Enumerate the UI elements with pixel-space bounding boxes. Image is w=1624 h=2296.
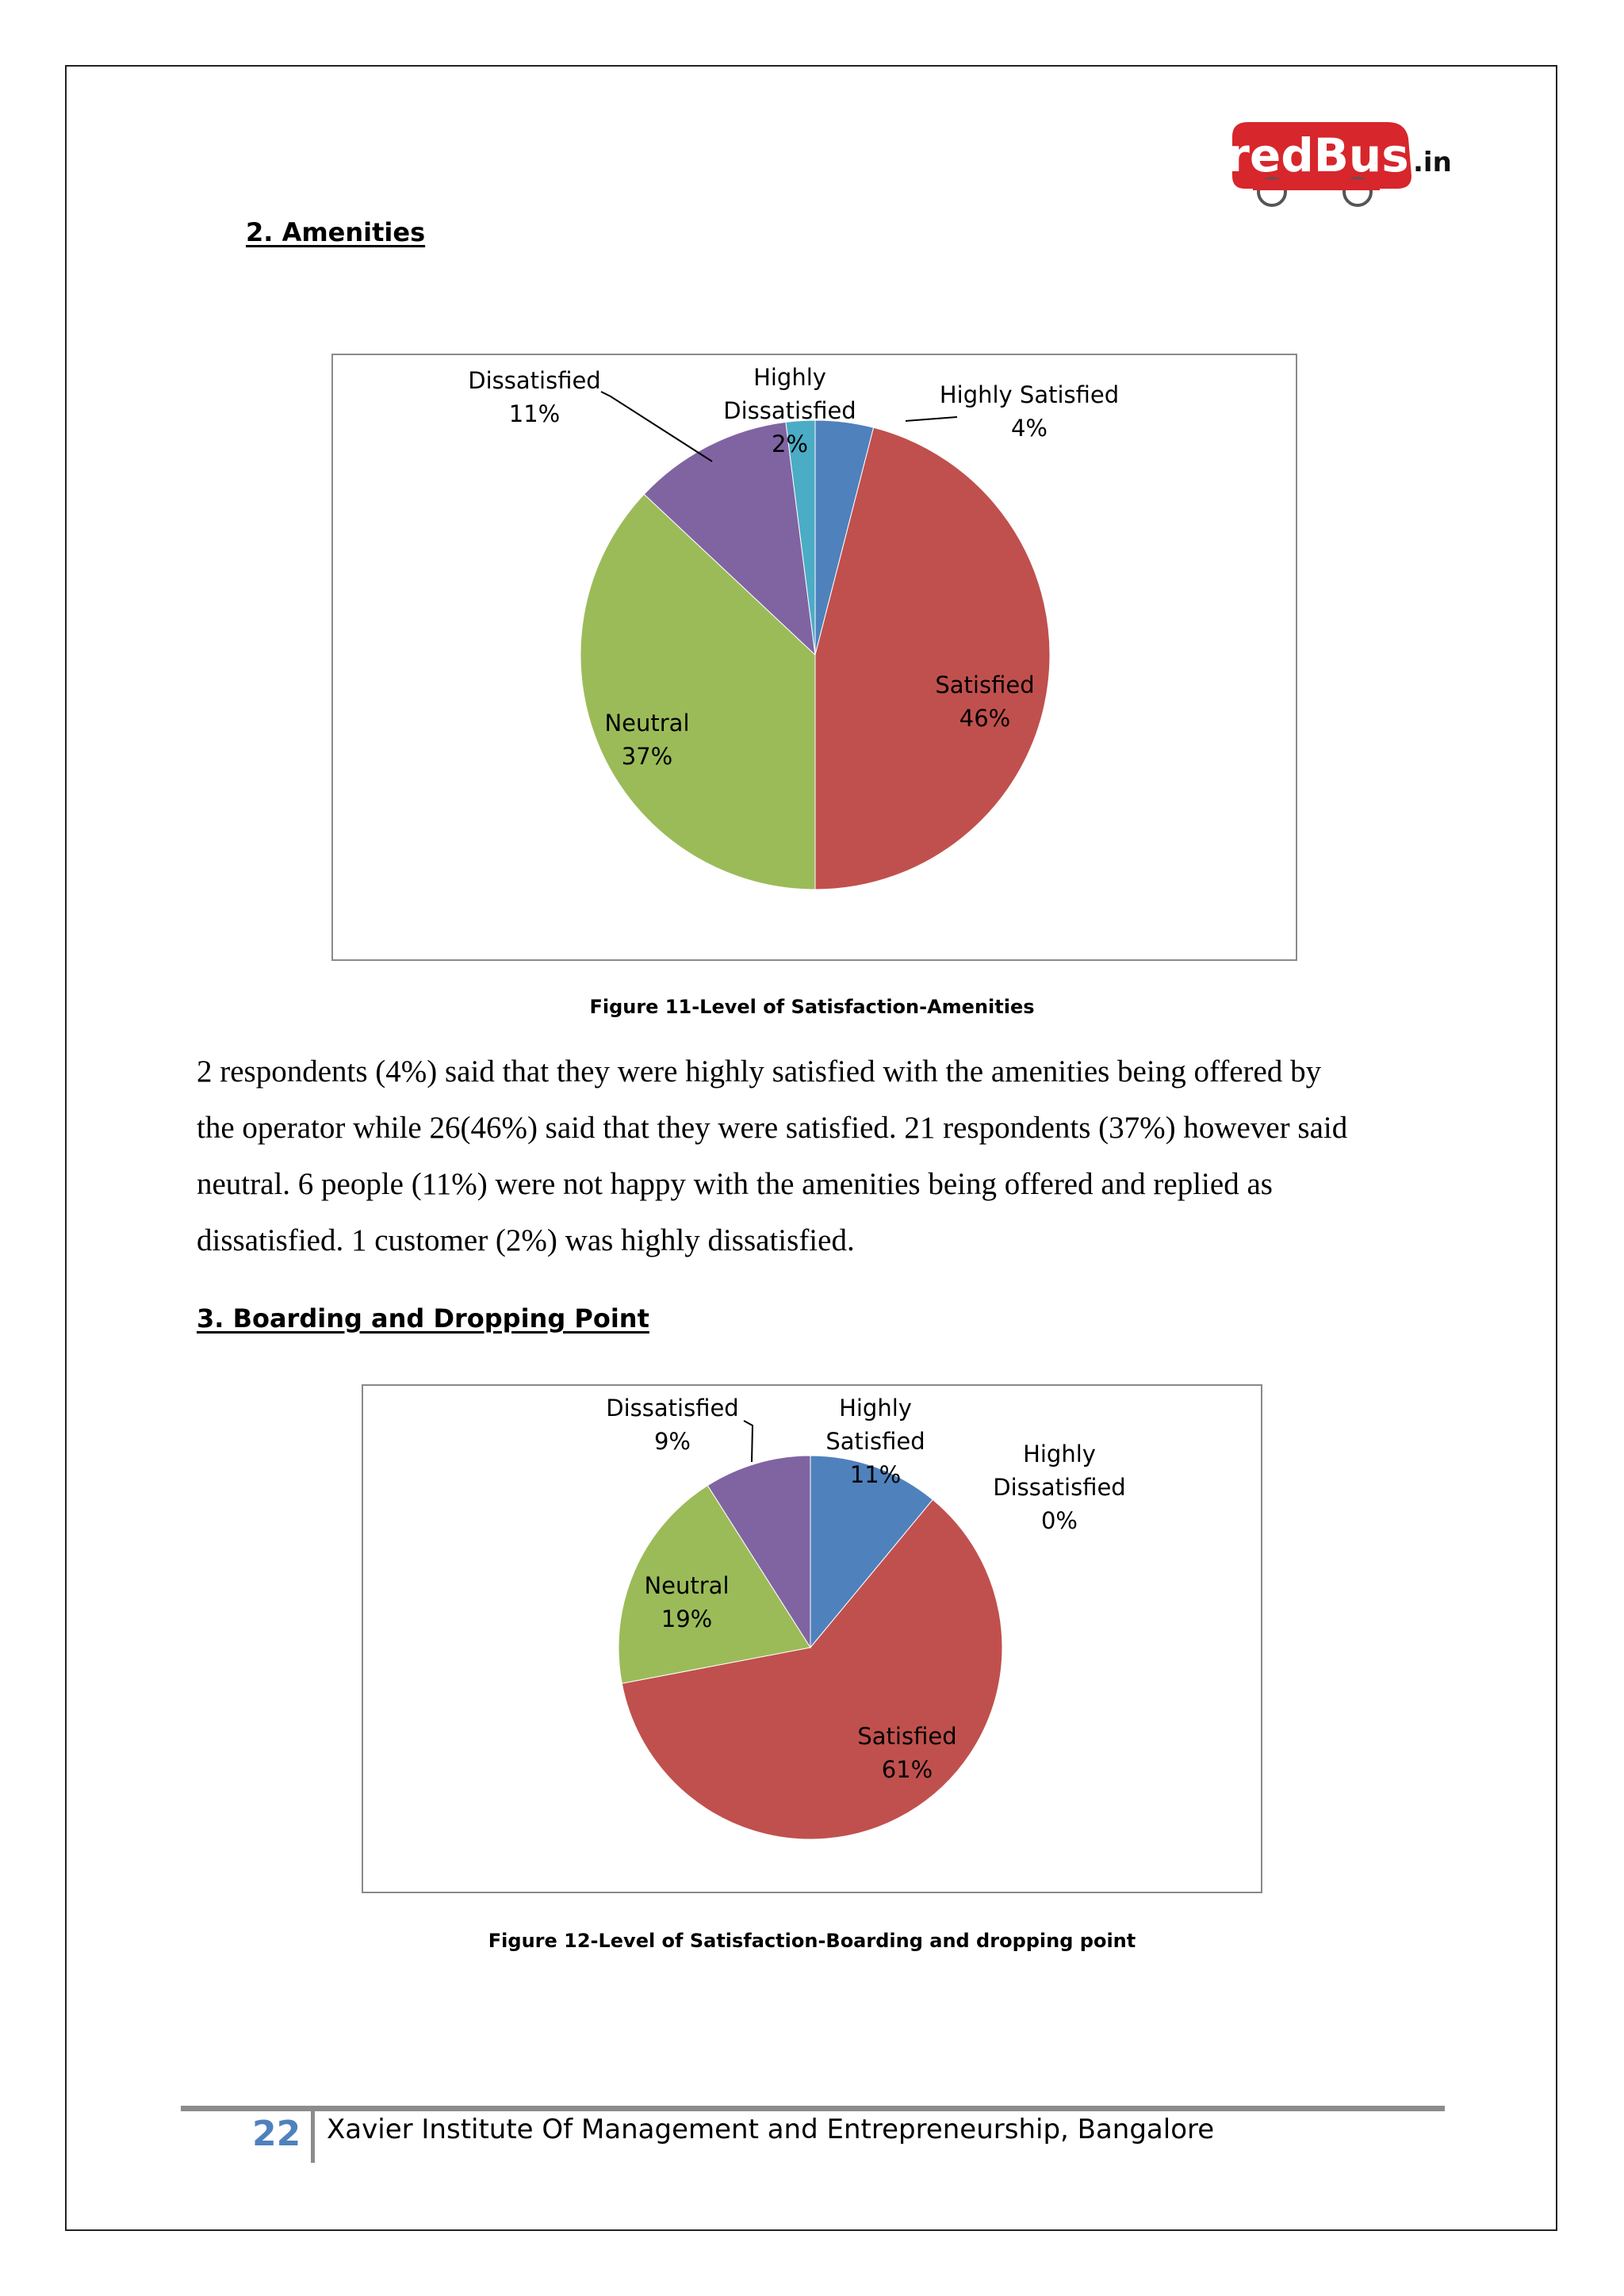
chart-frame-amenities — [331, 354, 1297, 961]
body-paragraph — [197, 1043, 1434, 1269]
redbus-logo — [1221, 119, 1452, 208]
pie-label-highly-dissatisfied: Highly Dissatisfied 2% — [723, 364, 856, 457]
leader-line-dissatisfied — [601, 392, 712, 461]
paragraph-line: dissatisfied. 1 customer (2%) was highly dissatisfied. — [197, 1223, 855, 1257]
section-heading-boarding: 3. Boarding and Dropping Point — [197, 1303, 649, 1334]
pie-label-highly-satisfied: Highly Satisfied 4% — [939, 381, 1120, 442]
section-heading-amenities: 2. Amenities — [246, 217, 426, 247]
footer-institution: Xavier Institute Of Management and Entrepreneurship, Bangalore — [327, 2114, 1215, 2145]
paragraph-line: the operator while 26(46%) said that they were satisfied. 21 respondents (37%) however said — [197, 1111, 1348, 1145]
pie-label-satisfied: Satisfied 61% — [857, 1723, 957, 1783]
pie-label-neutral: Neutral 19% — [644, 1572, 730, 1632]
pie-chart-boarding — [363, 1386, 1264, 1895]
leader-line-dissatisfied — [744, 1421, 753, 1462]
figure-12-caption: Figure 12-Level of Satisfaction-Boarding and dropping point — [488, 1930, 1136, 1952]
chart-frame-boarding — [362, 1384, 1262, 1893]
pie-label-highly-satisfied: Highly Satisfied 11% — [825, 1395, 925, 1488]
paragraph-line: neutral. 6 people (11%) were not happy with the amenities being offered and replied as — [197, 1167, 1273, 1201]
pie-label-neutral: Neutral 37% — [604, 710, 690, 770]
pie-label-dissatisfied: Dissatisfied 11% — [468, 367, 601, 427]
leader-line-highly-satisfied — [906, 417, 957, 421]
footer-rule — [181, 2106, 1445, 2111]
footer-divider — [311, 2110, 315, 2163]
pie-chart-amenities — [333, 355, 1299, 962]
logo-suffix: .in — [1413, 147, 1452, 178]
pie-label-satisfied: Satisfied 46% — [935, 672, 1035, 732]
pie-label-dissatisfied: Dissatisfied 9% — [606, 1395, 739, 1455]
logo-brand: redBus — [1227, 128, 1409, 182]
pie-label-highly-dissatisfied: Highly Dissatisfied 0% — [993, 1441, 1126, 1534]
figure-11-caption: Figure 11-Level of Satisfaction-Amenities — [589, 996, 1035, 1018]
page-number: 22 — [252, 2114, 301, 2154]
paragraph-line: 2 respondents (4%) said that they were highly satisfied with the amenities being offered by — [197, 1054, 1322, 1089]
